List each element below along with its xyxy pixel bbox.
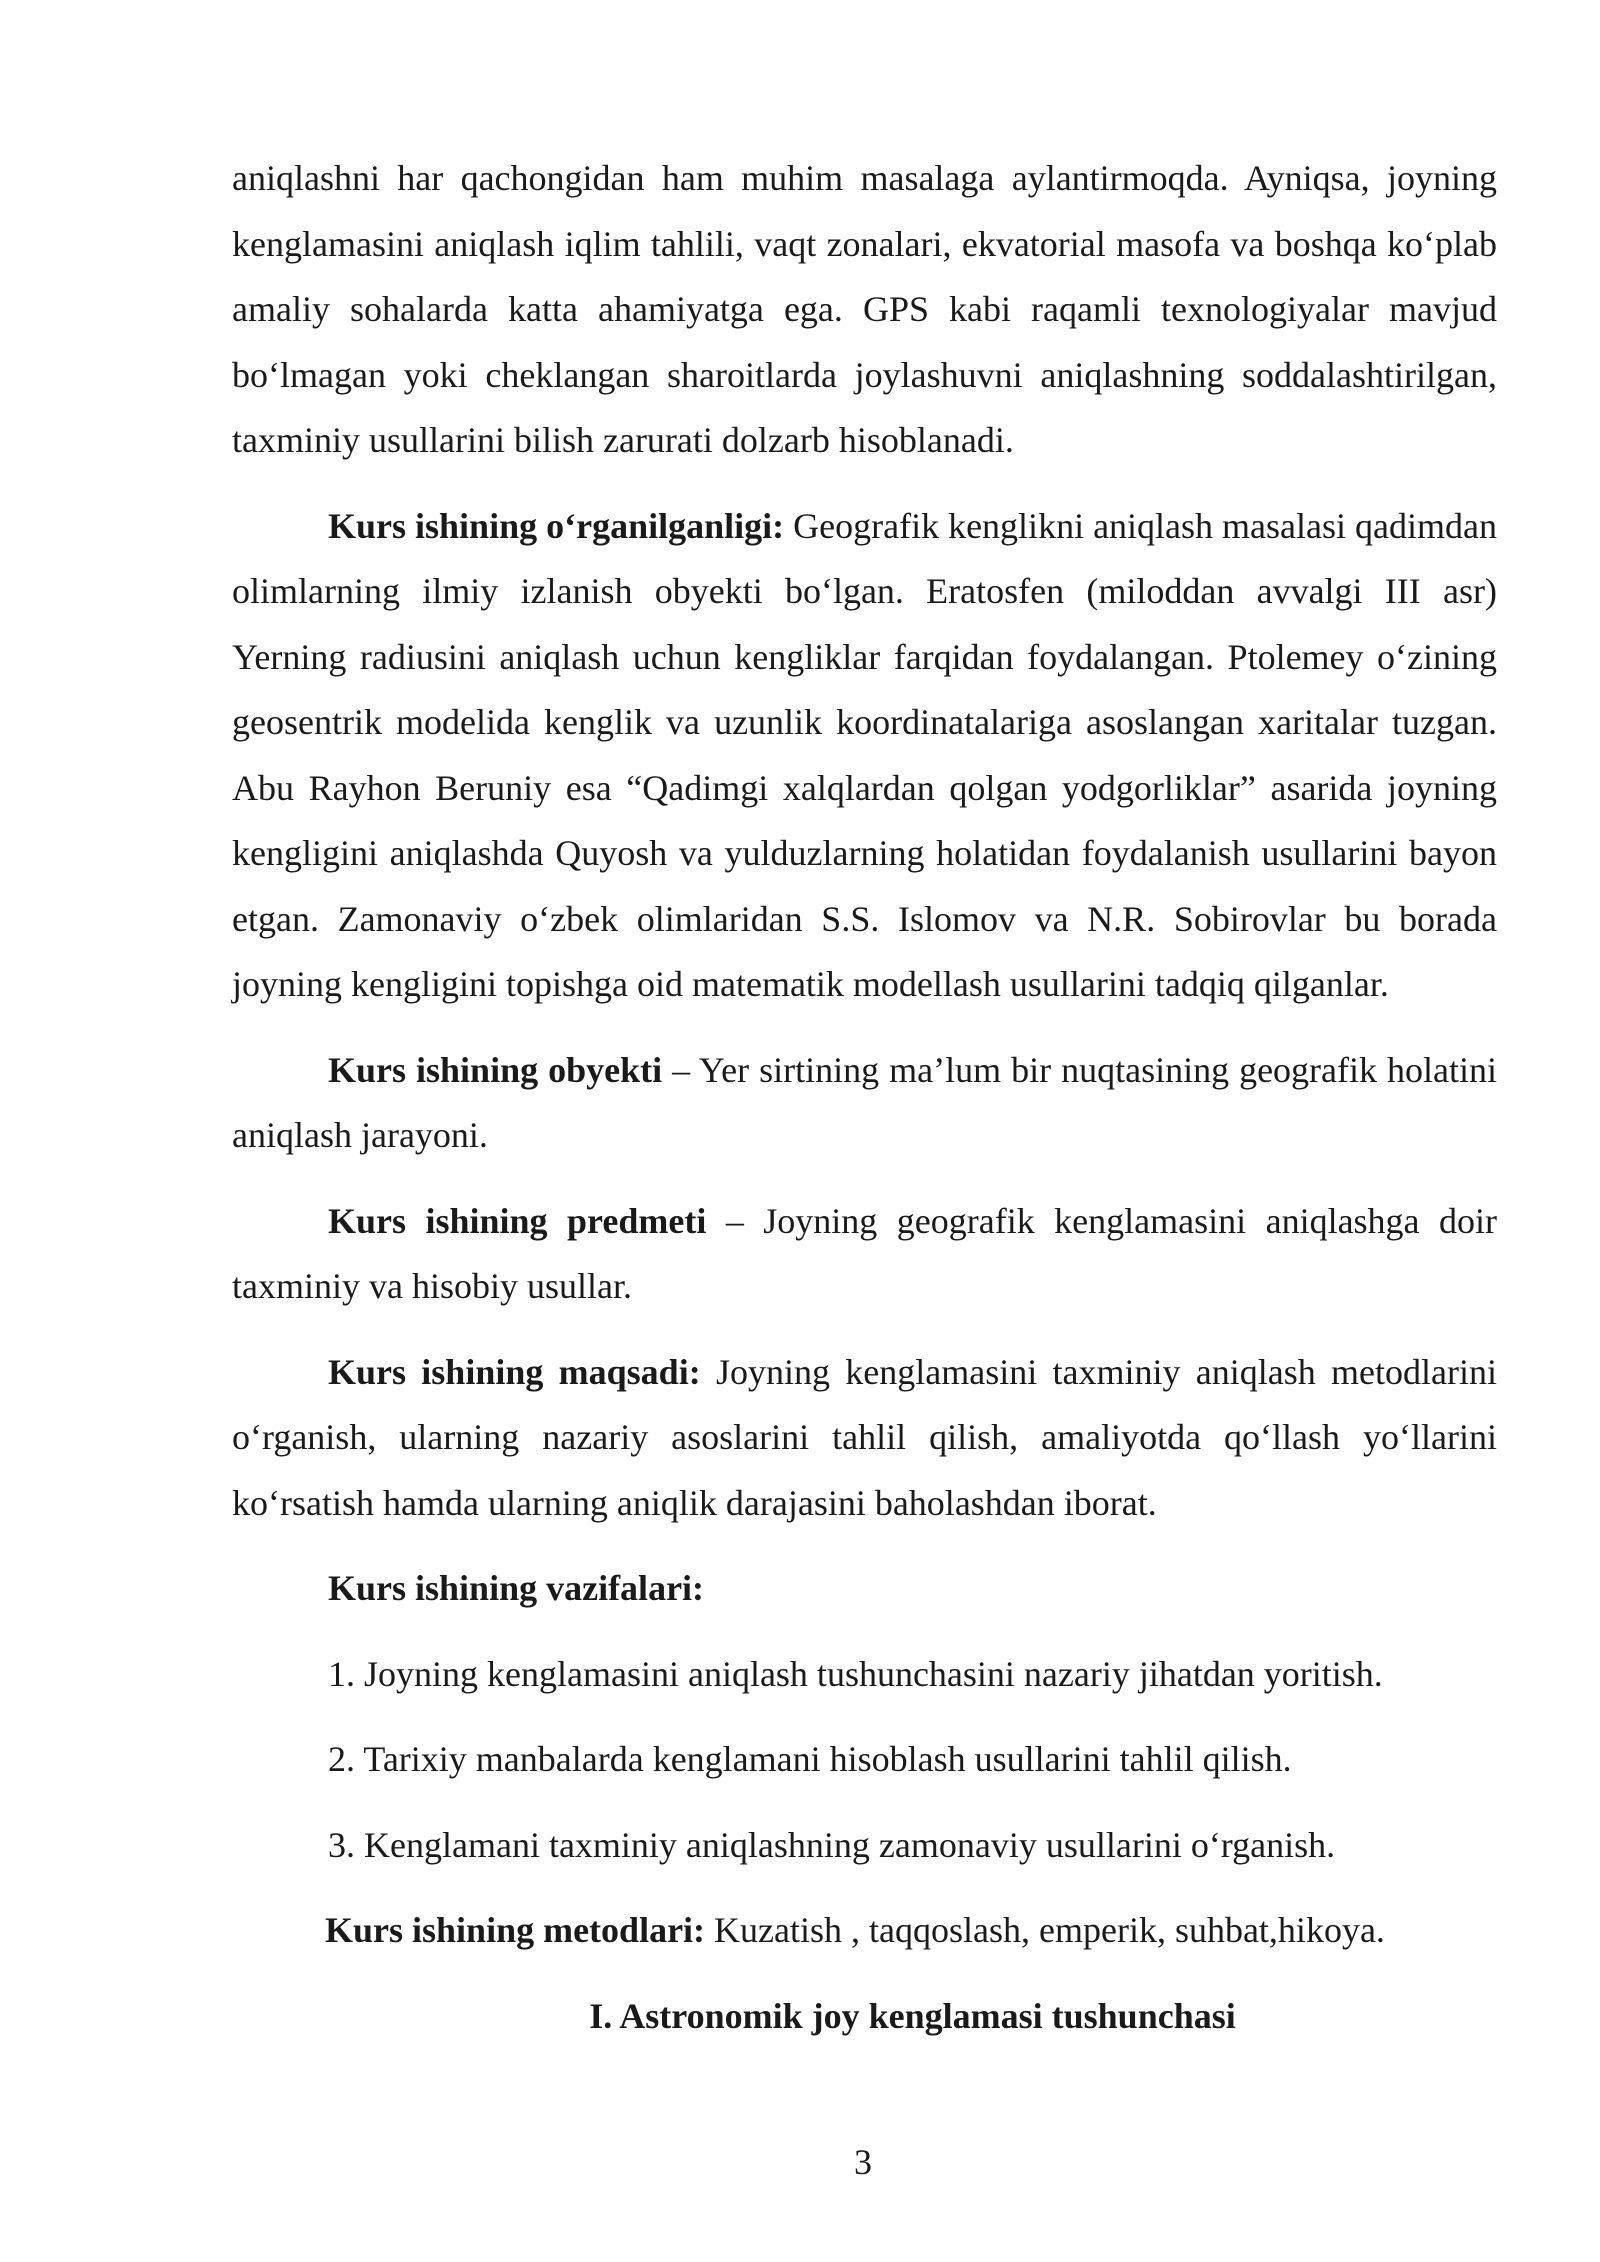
organilganligi-label: Kurs ishining o‘rganilganligi: <box>328 505 785 546</box>
vazifa-item-2: 2. Tarixiy manbalarda kenglamani hisoblash usullarini tahlil qilish. <box>328 1739 1292 1779</box>
vazifa-item-3: 3. Kenglamani taxminiy aniqlashning zamonaviy usullarini o‘rganish. <box>328 1824 1336 1865</box>
metodlari-paragraph <box>232 1898 1497 1964</box>
vazifa-item-1: 1. Joyning kenglamasini aniqlash tushunchasini nazariy jihatdan yoritish. <box>328 1653 1383 1694</box>
predmeti-label: Kurs ishining predmeti <box>328 1200 707 1241</box>
maqsadi-text: Joyning kenglamasini taxminiy aniqlash metodlarini o‘rganish, ularning nazariy asoslarini tahlil qilish, amaliyotda qo‘llash yo‘llarini ko‘rsatish hamda ularning aniqlik darajasini baholashdan iborat. <box>232 1351 1497 1523</box>
obyekti-text: – Yer sirtining ma’lum bir nuqtasining geografik holatini aniqlash jarayoni. <box>232 1049 1497 1155</box>
maqsadi-label: Kurs ishining maqsadi: <box>328 1351 701 1392</box>
vazifalari-heading: Kurs ishining vazifalari: <box>328 1568 705 1608</box>
section-heading: I. Astronomik joy kenglamasi tushunchasi <box>589 1995 1236 2036</box>
maqsadi-paragraph <box>232 1340 1497 1537</box>
predmeti-text: – Joyning geografik kenglamasini aniqlashga doir taxminiy va hisobiy usullar. <box>232 1200 1497 1306</box>
intro-paragraph: aniqlashni har qachongidan ham muhim masalaga aylantirmoqda. Ayniqsa, joyning kenglamasini aniqlash iqlim tahlili, vaqt zonalari, ekvatorial masofa va boshqa ko‘plab amaliy sohalarda katta ahamiyatga ega. GPS kabi raqamli texnologiyalar mavjud bo‘lmagan yoki cheklangan sharoitlarda joylashuvni aniqlashning soddalashtirilgan, taxminiy usullarini bilish zarurati dolzarb hisoblanadi. <box>232 158 1497 460</box>
organilganligi-text: Geografik kenglikni aniqlash masalasi qadimdan olimlarning ilmiy izlanish obyekti bo‘lgan. Eratosfen (miloddan avvalgi III asr) Yerning radiusini aniqlash uchun kengliklar farqidan foydalangan. Ptolemey o‘zining geosentrik modelida kenglik va uzunlik koordinatalariga asoslangan xaritalar tuzgan. Abu Rayhon Beruniy esa “Qadimgi xalqlardan qolgan yodgorliklar” asarida joyning kengligini aniqlashda Quyosh va yulduzlarning holatidan foydalanish usullarini bayon etgan. Zamonaviy o‘zbek olimlaridan S.S. Islomov va N.R. Sobirovlar bu borada joyning kengligini topishga oid matematik modellash usullarini tadqiq qilganlar. <box>232 505 1497 1004</box>
obyekti-label: Kurs ishining obyekti <box>328 1049 663 1090</box>
page-body <box>232 146 1497 2049</box>
page-number: 3 <box>854 2142 872 2182</box>
organilganligi-paragraph <box>232 494 1497 1018</box>
predmeti-paragraph <box>232 1189 1497 1320</box>
obyekti-paragraph <box>232 1038 1497 1169</box>
metodlari-label: Kurs ishining metodlari: <box>325 1910 706 1950</box>
metodlari-text: Kuzatish , taqqoslash, emperik, suhbat,hikoya. <box>705 1910 1385 1950</box>
